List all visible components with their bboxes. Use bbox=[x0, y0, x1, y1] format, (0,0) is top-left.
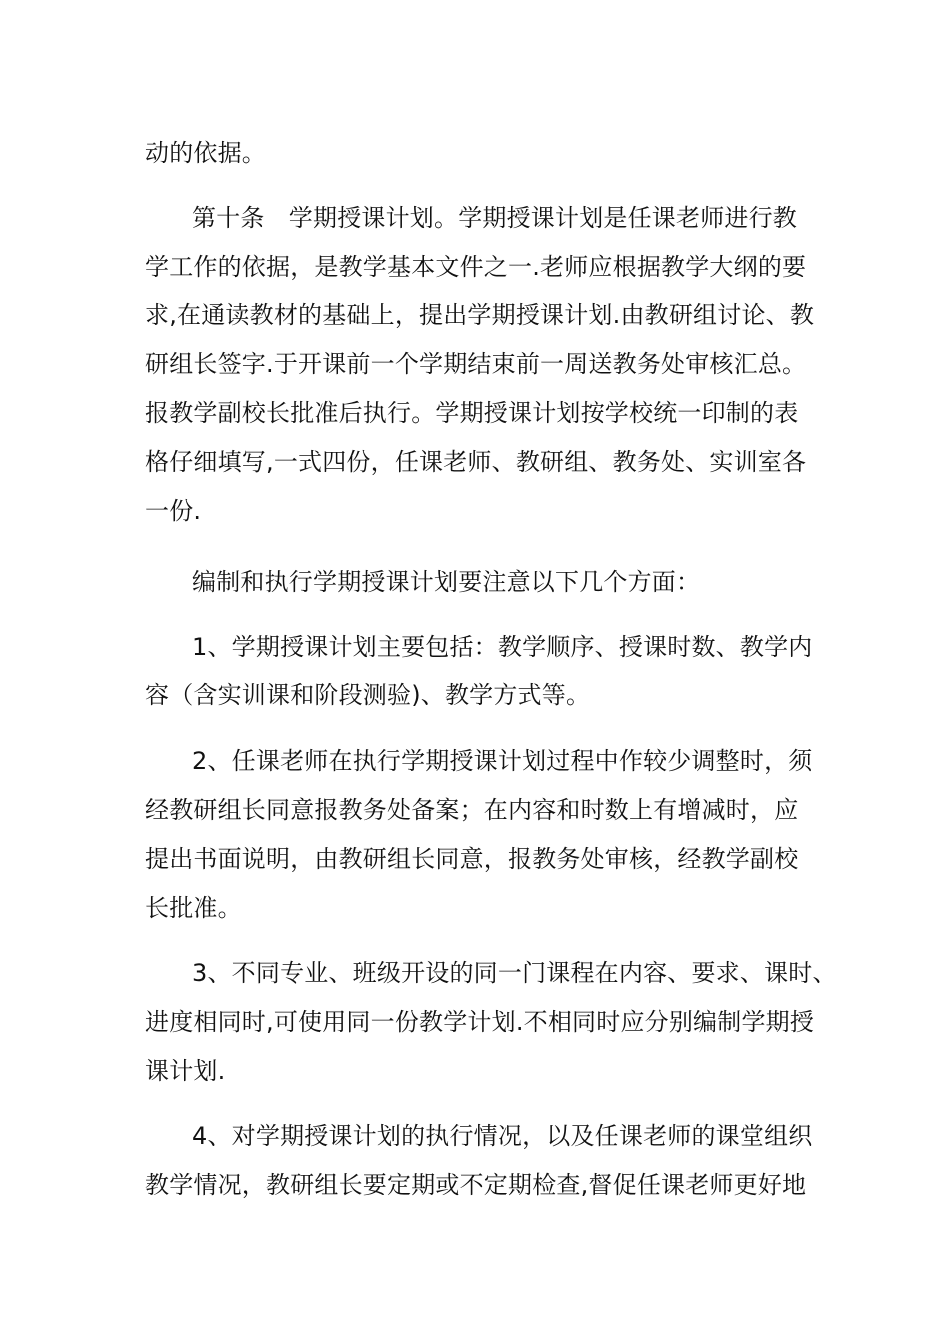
text-line: 格仔细填写,一式四份，任课老师、教研组、教务处、实训室各 bbox=[145, 448, 807, 476]
text-line: 学工作的依据，是教学基本文件之一.老师应根据教学大纲的要 bbox=[145, 253, 807, 281]
text-line: 教学情况，教研组长要定期或不定期检查,督促任课老师更好地 bbox=[145, 1171, 807, 1199]
text-line: 长批准。 bbox=[145, 894, 242, 922]
text-line: 1、学期授课计划主要包括：教学顺序、授课时数、教学内 bbox=[192, 633, 813, 661]
text-line: 第十条 学期授课计划。学期授课计划是任课老师进行教 bbox=[192, 204, 797, 232]
text-line: 提出书面说明，由教研组长同意，报教务处审核，经教学副校 bbox=[145, 845, 799, 873]
text-line: 2、任课老师在执行学期授课计划过程中作较少调整时，须 bbox=[192, 747, 813, 775]
text-line: 编制和执行学期授课计划要注意以下几个方面： bbox=[192, 568, 701, 596]
text-line: 报教学副校长批准后执行。学期授课计划按学校统一印制的表 bbox=[145, 399, 799, 427]
text-line: 研组长签字.于开课前一个学期结束前一周送教务处审核汇总。 bbox=[145, 350, 807, 378]
text-line: 求,在通读教材的基础上，提出学期授课计划.由教研组讨论、教 bbox=[145, 301, 815, 329]
text-line: 3、不同专业、班级开设的同一门课程在内容、要求、课时、 bbox=[192, 959, 837, 987]
text-line: 课计划. bbox=[145, 1057, 226, 1085]
text-line: 动的依据。 bbox=[145, 139, 266, 167]
text-line: 一份. bbox=[145, 497, 202, 525]
text-line: 进度相同时,可使用同一份教学计划.不相同时应分别编制学期授 bbox=[145, 1008, 815, 1036]
text-line: 4、对学期授课计划的执行情况，以及任课老师的课堂组织 bbox=[192, 1122, 813, 1150]
text-line: 容（含实训课和阶段测验)、教学方式等。 bbox=[145, 681, 591, 709]
text-line: 经教研组长同意报教务处备案；在内容和时数上有增减时，应 bbox=[145, 796, 799, 824]
